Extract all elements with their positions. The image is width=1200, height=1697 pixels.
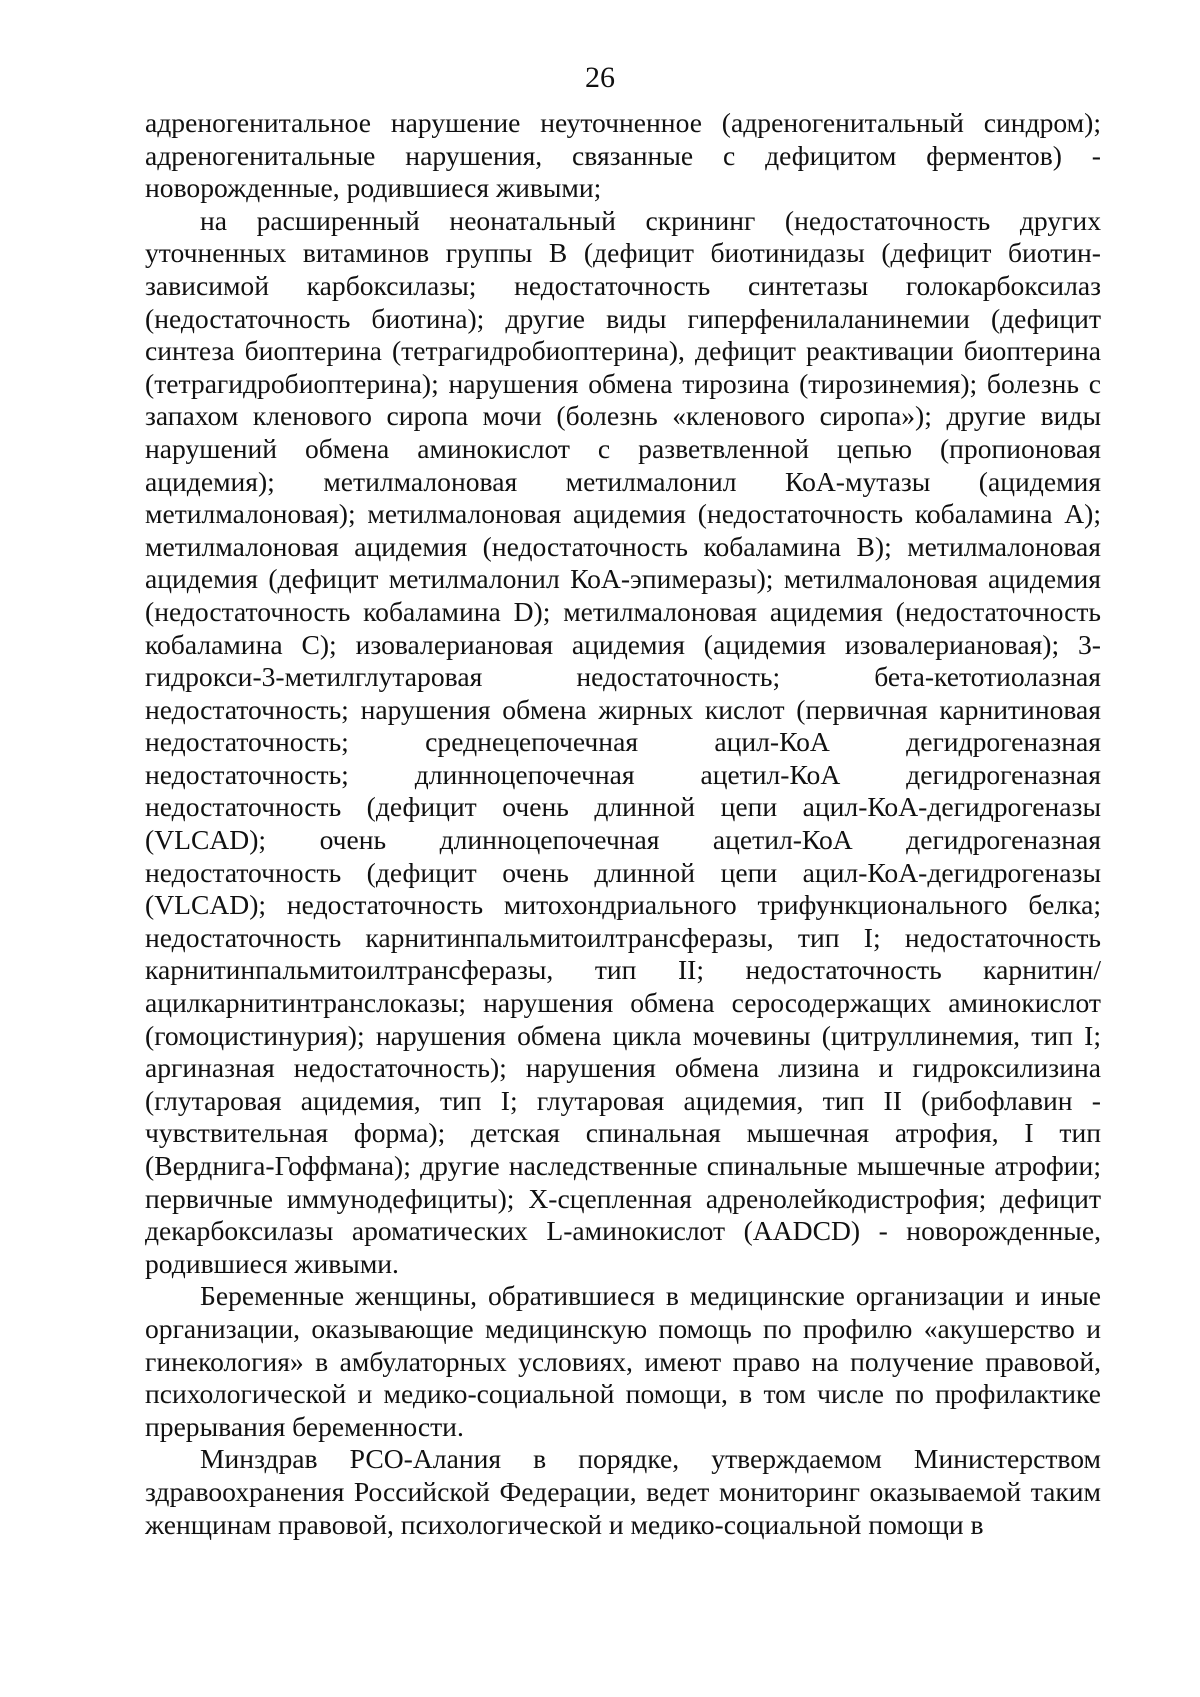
- document-body: [145, 107, 1101, 1541]
- page-number: 26: [585, 61, 615, 94]
- paragraph-adrenogenital: адреногенитальное нарушение неуточненное (адреногенитальный синдром); адреногенитальные нарушения, связанные с дефицитом ферментов) - новорожденные, родившиеся живыми;: [145, 107, 1101, 204]
- paragraph-monitoring: Минздрав РСО-Алания в порядке, утверждаемом Министерством здравоохранения Российской Федерации, ведет мониторинг оказываемой таким женщинам правовой, психологической и медико-социальной помощи в: [145, 1443, 1101, 1540]
- paragraph-neonatal-screening: на расширенный неонатальный скрининг (недостаточность других уточненных витаминов группы В (дефицит биотинидазы (дефицит биотин-зависимой карбоксилазы; недостаточность синтетазы голокарбоксилаз (недостаточность биотина); другие виды гиперфенилаланинемии (дефицит синтеза биоптерина (тетрагидробиоптерина), дефицит реактивации биоптерина (тетрагидробиоптерина); нарушения обмена тирозина (тирозинемия); болезнь с запахом кленового сиропа мочи (болезнь «кленового сиропа»); другие виды нарушений обмена аминокислот с разветвленной цепью (пропионовая ацидемия); метилмалоновая метилмалонил КоА-мутазы (ацидемия метилмалоновая); метилмалоновая ацидемия (недостаточность кобаламина А); метилмалоновая ацидемия (недостаточность кобаламина В); метилмалоновая ацидемия (дефицит метилмалонил КоА-эпимеразы); метилмалоновая ацидемия (недостаточность кобаламина D); метилмалоновая ацидемия (недостаточность кобаламина С); изовалериановая ацидемия (ацидемия изовалериановая); 3-гидрокси-3-метилглутаровая недостаточность; бета-кетотиолазная недостаточность; нарушения обмена жирных кислот (первичная карнитиновая недостаточность; среднецепочечная ацил-КоА дегидрогеназная недостаточность; длинноцепочечная ацетил-КоА дегидрогеназная недостаточность (дефицит очень длинной цепи ацил-КоА-дегидрогеназы (VLCAD); очень длинноцепочечная ацетил-КоА дегидрогеназная недостаточность (дефицит очень длинной цепи ацил-КоА-дегидрогеназы (VLCAD); недостаточность митохондриального трифункционального белка; недостаточность карнитинпальмитоилтрансферазы, тип I; недостаточность карнитинпальмитоилтрансферазы, тип II; недостаточность карнитин/ацилкарнитинтранслоказы; нарушения обмена серосодержащих аминокислот (гомоцистинурия); нарушения обмена цикла мочевины (цитруллинемия, тип I; аргиназная недостаточность); нарушения обмена лизина и гидроксилизина (глутаровая ацидемия, тип I; глутаровая ацидемия, тип II (рибофлавин - чувствительная форма); детская спинальная мышечная атрофия, I тип (Верднига-Гоффмана); другие наследственные спинальные мышечные атрофии; первичные иммунодефициты); Х-сцепленная адренолейкодистрофия; дефицит декарбоксилазы ароматических L-аминокислот (AADCD) - новорожденные, родившиеся живыми.: [145, 204, 1101, 1279]
- paragraph-pregnant-women: Беременные женщины, обратившиеся в медицинские организации и иные организации, оказывающие медицинскую помощь по профилю «акушерство и гинекология» в амбулаторных условиях, имеют право на получение правовой, психологической и медико-социальной помощи, в том числе по профилактике прерывания беременности.: [145, 1280, 1101, 1442]
